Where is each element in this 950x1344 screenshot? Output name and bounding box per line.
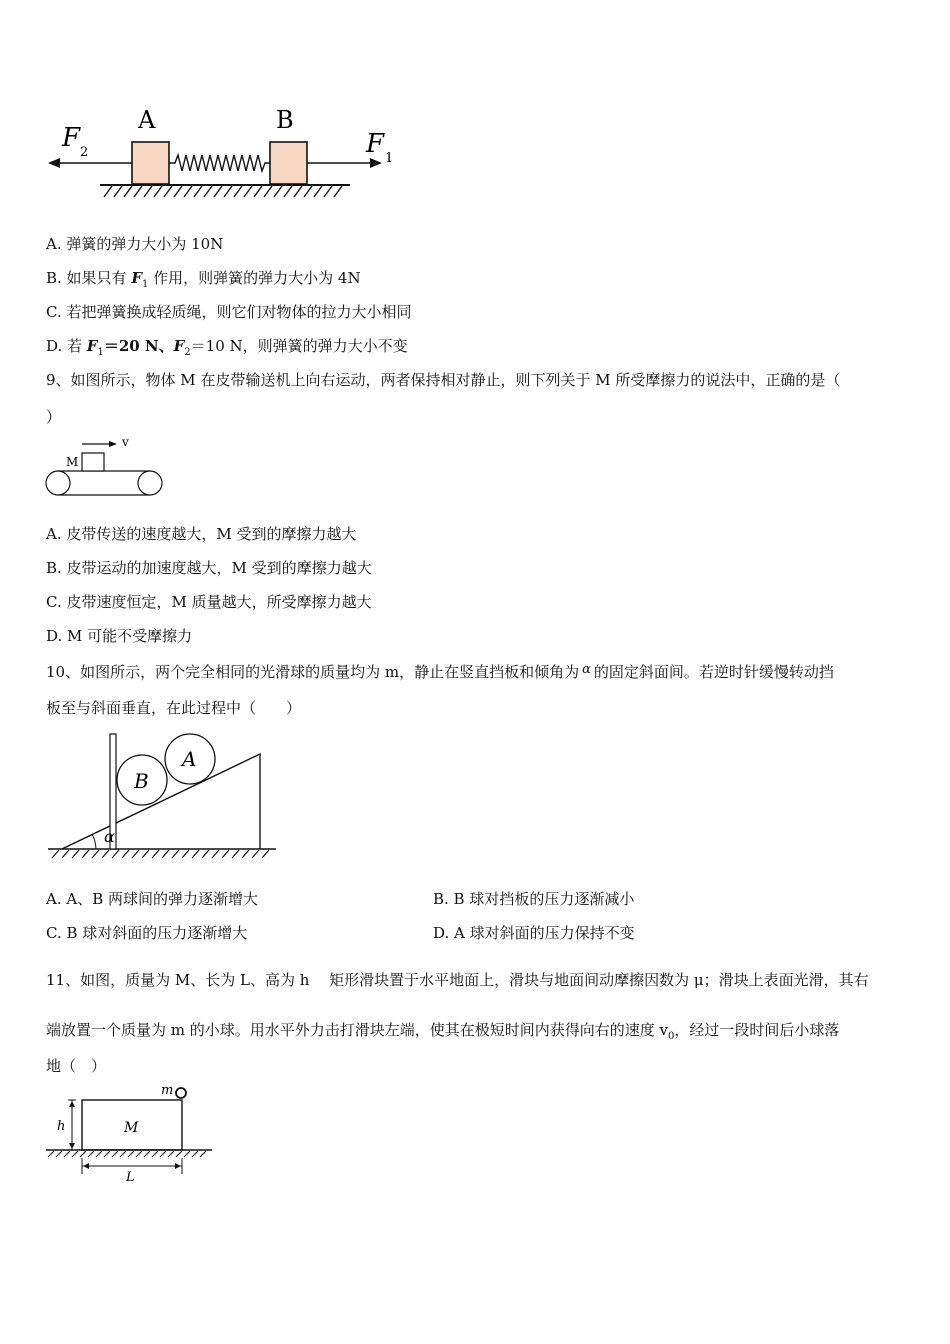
small-ball [176,1088,186,1098]
q8-option-d-f1-sub: 1 [97,347,104,358]
q8-option-c: C. 若把弹簧换成轻质绳，则它们对物体的拉力大小相同 [46,303,412,321]
spring-blocks-figure [40,100,410,210]
q11-stem-line2 [46,1020,839,1047]
q9-option-a: A. 皮带传送的速度越大，M 受到的摩擦力越大 [46,525,357,543]
block-m [82,453,104,471]
q8-option-d-f1: F [86,337,98,355]
arrow-right-icon [370,158,382,168]
spring [169,155,270,171]
incline-balls-figure [44,724,280,864]
q8-option-b-suffix: 作用，则弹簧的弹力大小为 4N [148,269,361,287]
label-f1: F [366,129,385,159]
label-b: B [276,106,294,134]
label-small-m: m [161,1083,174,1098]
conveyor-belt-figure [40,434,170,498]
q11-stem-line2-sub: 0 [668,1031,675,1042]
q8-option-b-prefix: B. 如果只有 [46,269,132,287]
q9-stem-line2: ） [46,408,62,426]
label-v: v [122,435,129,449]
q10-stem-line1-a: 10、如图所示，两个完全相同的光滑球的质量均为 m，静止在竖直挡板和倾角为 [46,663,580,681]
velocity-arrow-icon [109,441,117,447]
q8-option-d-f2-sub: 2 [184,347,191,358]
q8-option-d-f2: F [173,337,185,355]
label-f2-sub: 2 [80,145,89,160]
label-ball-b: B [134,769,149,793]
q8-option-d-mid: ＝20 N、 [103,337,174,355]
label-l: L [126,1170,135,1182]
q8-option-d [46,336,408,363]
q8-option-d-suffix: ＝10 N，则弹簧的弹力大小不变 [190,337,408,355]
label-ball-a: A [182,747,197,771]
block-b [270,142,307,184]
q10-option-a: A. A、B 两球间的弹力逐渐增大 [46,890,258,908]
q9-option-c: C. 皮带速度恒定，M 质量越大，所受摩擦力越大 [46,593,372,611]
q10-option-c: C. B 球对斜面的压力逐渐增大 [46,924,248,942]
label-f2: F [62,123,81,153]
q10-option-b: B. B 球对挡板的压力逐渐减小 [433,890,635,908]
right-roller [138,471,162,495]
label-a: A [138,106,156,134]
label-m: M [66,455,79,469]
q9-option-b: B. 皮带运动的加速度越大，M 受到的摩擦力越大 [46,559,372,577]
q10-stem-line2: 板至与斜面垂直，在此过程中（ ） [46,699,302,717]
q10-stem-line1-b: 的固定斜面间。若逆时针缓慢转动挡 [593,663,834,681]
q9-option-d: D. M 可能不受摩擦力 [46,627,193,645]
q10-stem-line1 [46,660,834,682]
label-h: h [57,1119,66,1134]
label-alpha: α [104,827,115,846]
q11-stem-line3: 地（ ） [46,1057,107,1075]
q11-stem-line2-b: ，经过一段时间后小球落 [674,1021,840,1039]
block-a [132,142,169,184]
q8-option-b [46,268,361,295]
q11-stem-line1: 11、如图，质量为 M、长为 L、高为 h 矩形滑块置于水平地面上，滑块与地面间动摩擦因数为 μ；滑块上表面光滑，其右 [46,971,869,989]
q10-option-d: D. A 球对斜面的压力保持不变 [433,924,635,942]
q8-option-a: A. 弹簧的弹力大小为 10N [46,235,224,253]
q8-option-b-sub: 1 [141,279,149,290]
label-f1-sub: 1 [385,151,394,166]
q11-stem-line2-a: 端放置一个质量为 m 的小球。用水平外力击打滑块左端，使其在极短时间内获得向右的速度 v [46,1021,669,1039]
q8-option-b-var: F [131,269,142,287]
q8-option-d-prefix: D. 若 [46,337,87,355]
label-big-m: M [124,1120,139,1136]
q9-stem-line1: 9、如图所示，物体 M 在皮带输送机上向右运动，两者保持相对静止，则下列关于 M 所受摩擦力的说法中，正确的是（ [46,371,841,389]
slider-ball-figure [42,1082,218,1182]
left-roller [46,471,70,495]
q10-alpha: α [582,662,591,677]
arrow-left-icon [48,158,60,168]
